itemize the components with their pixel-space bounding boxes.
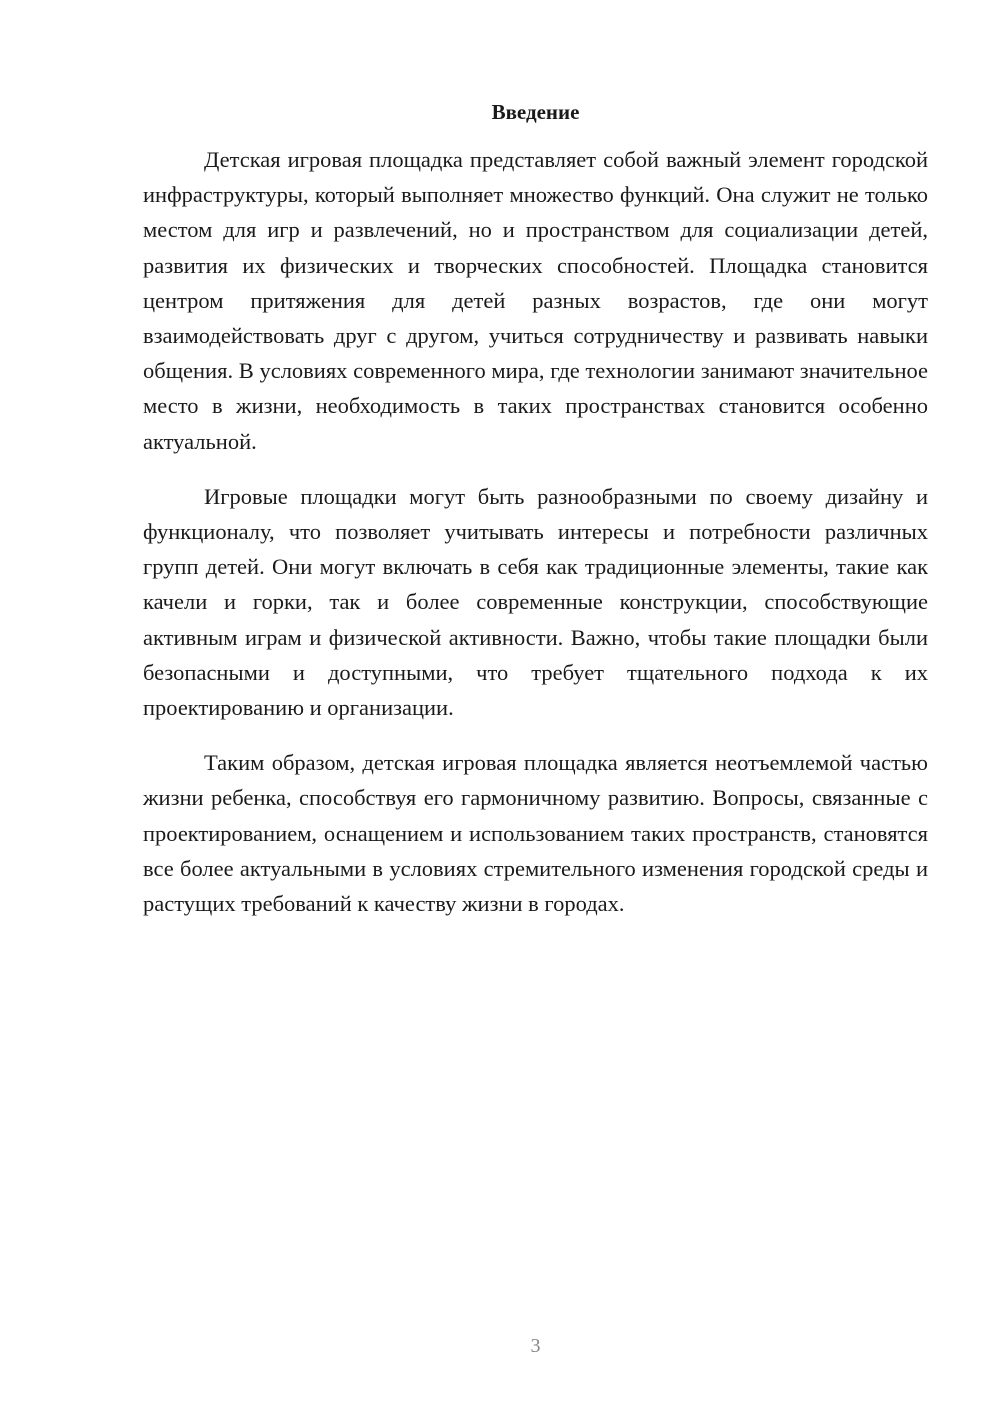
page-number: 3	[530, 1335, 541, 1357]
page-title: Введение	[491, 100, 580, 124]
body-text	[143, 142, 928, 941]
paragraph-2: Игровые площадки могут быть разнообразными по своему дизайну и функционалу, что позволяет учитывать интересы и потребности различных групп детей. Они могут включать в себя как традиционные элементы, такие как качели и горки, так и более современные конструкции, способствующие активным играм и физической активности. Важно, чтобы такие площадки были безопасными и доступными, что требует тщательного подхода к их проектированию и организации.	[143, 483, 928, 721]
paragraph-1: Детская игровая площадка представляет собой важный элемент городской инфраструктуры, который выполняет множество функций. Она служит не только местом для игр и развлечений, но и пространством для социализации детей, развития их физических и творческих способностей. Площадка становится центром притяжения для детей разных возрастов, где они могут взаимодействовать друг с другом, учиться сотрудничеству и развивать навыки общения. В условиях современного мира, где технологии занимают значительное место в жизни, необходимость в таких пространствах становится особенно актуальной.	[143, 147, 928, 454]
paragraph-3: Таким образом, детская игровая площадка является неотъемлемой частью жизни ребенка, способствуя его гармоничному развитию. Вопросы, связанные с проектированием, оснащением и использованием таких пространств, становятся все более актуальными в условиях стремительного изменения городской среды и растущих требований к качеству жизни в городах.	[143, 750, 928, 917]
